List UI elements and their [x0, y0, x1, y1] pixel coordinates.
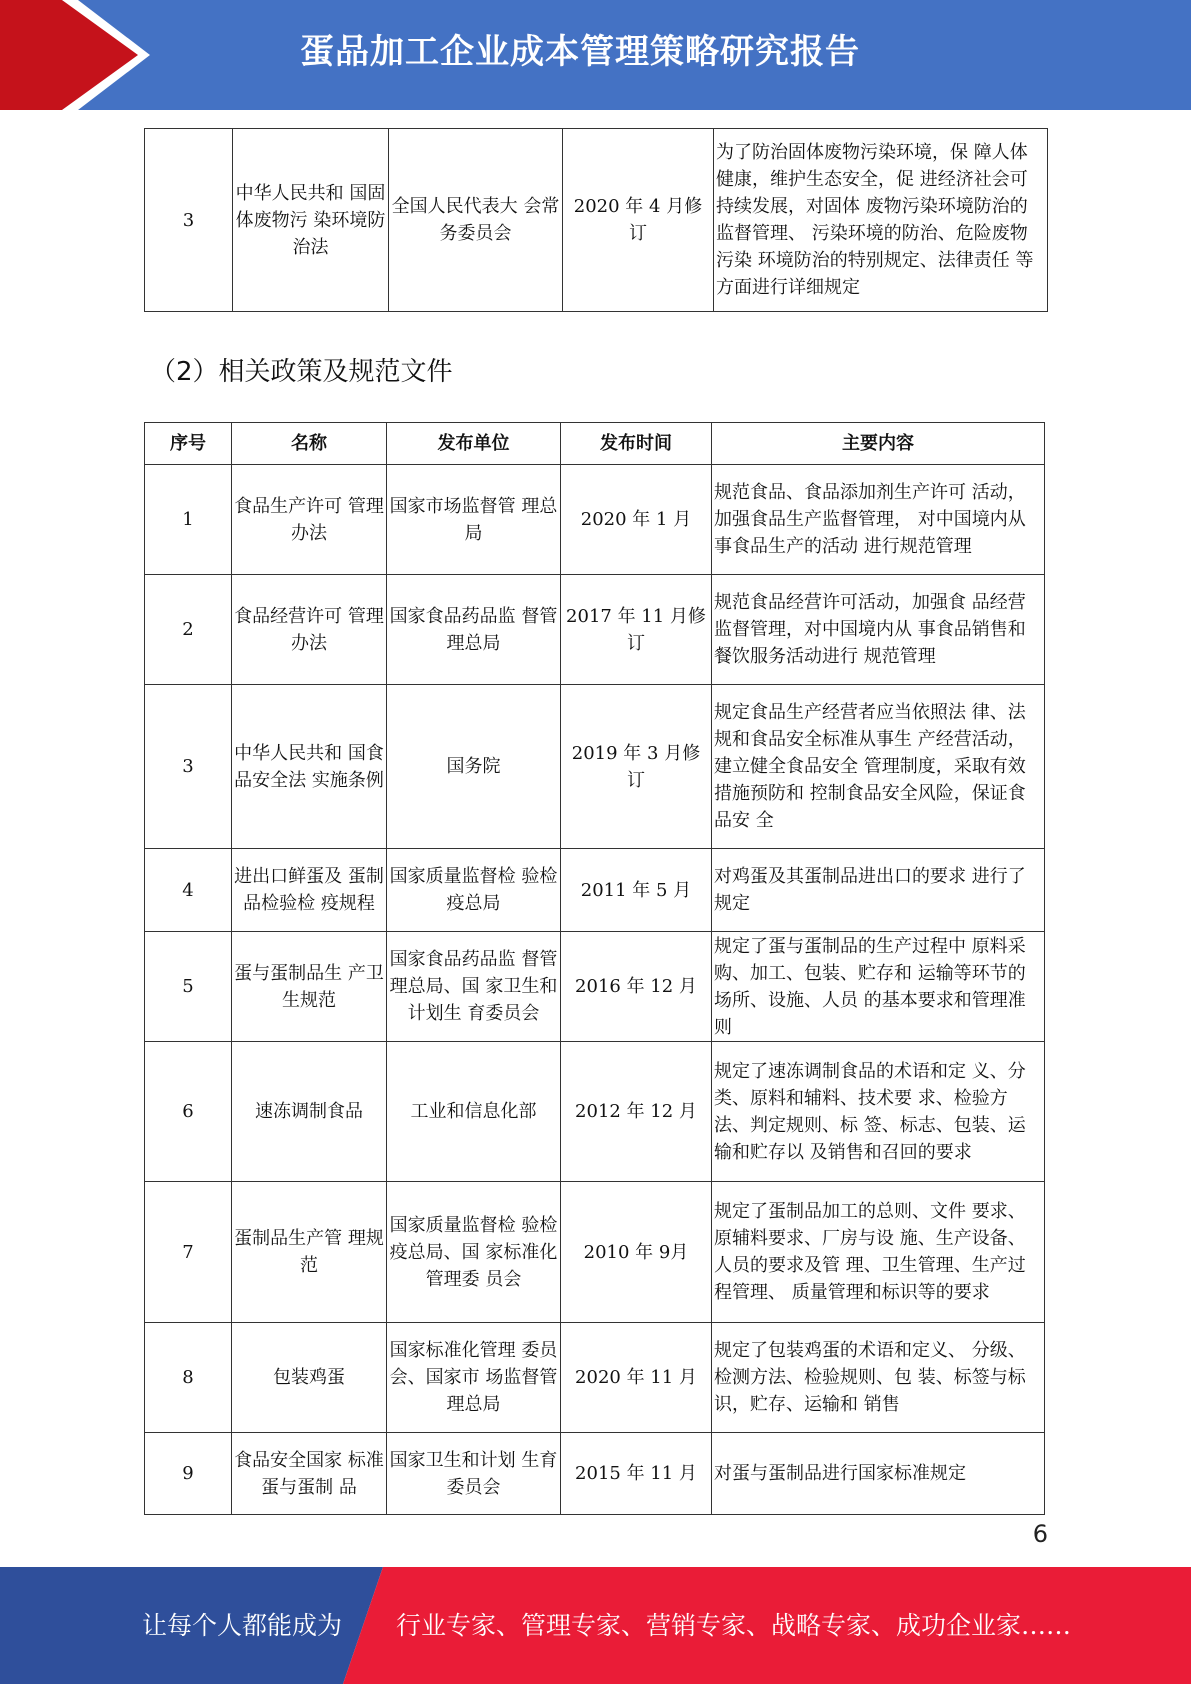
doc-issuer: 国家食品药品监 督管理总局、国 家卫生和计划生 育委员会 — [387, 932, 561, 1042]
doc-name: 中华人民共和 国食品安全法 实施条例 — [232, 685, 387, 849]
doc-name: 蛋制品生产管 理规范 — [232, 1182, 387, 1323]
doc-name: 食品生产许可 管理办法 — [232, 465, 387, 575]
doc-date: 2020 年 11 月 — [561, 1323, 712, 1433]
table-row — [145, 932, 1045, 1042]
doc-date: 2017 年 11 月修订 — [561, 575, 712, 685]
doc-name: 速冻调制食品 — [232, 1042, 387, 1182]
table-row — [145, 129, 1048, 312]
doc-name: 食品安全国家 标准蛋与蛋制 品 — [232, 1433, 387, 1515]
doc-issuer: 工业和信息化部 — [387, 1042, 561, 1182]
doc-content: 规定了速冻调制食品的术语和定 义、分类、原料和辅料、技术要 求、检验方法、判定规则、标 签、标志、包装、运输和贮存以 及销售和召回的要求 — [712, 1042, 1045, 1182]
doc-issuer: 国家食品药品监 督管理总局 — [387, 575, 561, 685]
doc-content: 规范食品经营许可活动，加强食 品经营监督管理，对中国境内从 事食品销售和餐饮服务活动进行 规范管理 — [712, 575, 1045, 685]
header-date: 发布时间 — [561, 423, 712, 465]
table-row — [145, 465, 1045, 575]
row-number: 3 — [145, 129, 233, 312]
policies-table — [144, 422, 1045, 1515]
doc-content: 规定了包装鸡蛋的术语和定义、 分级、检测方法、检验规则、包 装、标签与标识，贮存、运输和 销售 — [712, 1323, 1045, 1433]
doc-issuer: 国家质量监督检 验检疫总局、国 家标准化管理委 员会 — [387, 1182, 561, 1323]
table-row — [145, 849, 1045, 932]
header-no: 序号 — [145, 423, 232, 465]
doc-name: 中华人民共和 国固体废物污 染环境防治法 — [233, 129, 389, 312]
header-arrow-decoration — [0, 0, 160, 110]
table-row — [145, 1323, 1045, 1433]
footer-slogan-right: 行业专家、管理专家、营销专家、战略专家、成功企业家…… — [396, 1611, 1072, 1640]
doc-name: 包装鸡蛋 — [232, 1323, 387, 1433]
page-footer — [0, 1567, 1191, 1684]
row-number: 6 — [145, 1042, 232, 1182]
row-number: 9 — [145, 1433, 232, 1515]
doc-content: 规范食品、食品添加剂生产许可 活动，加强食品生产监督管理， 对中国境内从事食品生产的活动 进行规范管理 — [712, 465, 1045, 575]
laws-table-continued — [144, 128, 1048, 312]
section-heading: （2）相关政策及规范文件 — [150, 357, 453, 387]
doc-name: 蛋与蛋制品生 产卫生规范 — [232, 932, 387, 1042]
doc-date: 2019 年 3 月修 订 — [561, 685, 712, 849]
table-header-row — [145, 423, 1045, 465]
footer-slogan-left: 让每个人都能成为 — [142, 1611, 343, 1640]
row-number: 3 — [145, 685, 232, 849]
doc-issuer: 全国人民代表大 会常务委员会 — [389, 129, 563, 312]
row-number: 2 — [145, 575, 232, 685]
row-number: 8 — [145, 1323, 232, 1433]
doc-issuer: 国家卫生和计划 生育委员会 — [387, 1433, 561, 1515]
report-title: 蛋品加工企业成本管理策略研究报告 — [300, 32, 860, 72]
doc-name: 进出口鲜蛋及 蛋制品检验检 疫规程 — [232, 849, 387, 932]
doc-issuer: 国家标准化管理 委员会、国家市 场监督管理总局 — [387, 1323, 561, 1433]
table-row — [145, 1433, 1045, 1515]
doc-date: 2010 年 9月 — [561, 1182, 712, 1323]
doc-name: 食品经营许可 管理办法 — [232, 575, 387, 685]
doc-date: 2016 年 12 月 — [561, 932, 712, 1042]
table-row — [145, 575, 1045, 685]
doc-content: 规定食品生产经营者应当依照法 律、法规和食品安全标准从事生 产经营活动，建立健全食品安全 管理制度，采取有效措施预防和 控制食品安全风险，保证食品安 全 — [712, 685, 1045, 849]
header-content: 主要内容 — [712, 423, 1045, 465]
table-row — [145, 685, 1045, 849]
table-row — [145, 1182, 1045, 1323]
row-number: 4 — [145, 849, 232, 932]
page-header — [0, 0, 1191, 110]
header-name: 名称 — [232, 423, 387, 465]
doc-date: 2020 年 4 月修 订 — [563, 129, 714, 312]
doc-content: 规定了蛋制品加工的总则、文件 要求、原辅料要求、厂房与设 施、生产设备、人员的要求及管 理、卫生管理、生产过程管理、 质量管理和标识等的要求 — [712, 1182, 1045, 1323]
header-issuer: 发布单位 — [387, 423, 561, 465]
doc-issuer: 国务院 — [387, 685, 561, 849]
doc-content: 对鸡蛋及其蛋制品进出口的要求 进行了规定 — [712, 849, 1045, 932]
doc-issuer: 国家质量监督检 验检疫总局 — [387, 849, 561, 932]
doc-date: 2012 年 12 月 — [561, 1042, 712, 1182]
doc-date: 2011 年 5 月 — [561, 849, 712, 932]
doc-date: 2020 年 1 月 — [561, 465, 712, 575]
page-number: 6 — [1032, 1520, 1048, 1548]
doc-content: 为了防治固体废物污染环境，保 障人体健康，维护生态安全，促 进经济社会可持续发展，对固体 废物污染环境防治的监督管理、 污染环境的防治、危险废物污染 环境防治的特别规定、法律责任 等方面进行详细规定 — [714, 129, 1048, 312]
table-row — [145, 1042, 1045, 1182]
doc-issuer: 国家市场监督管 理总局 — [387, 465, 561, 575]
row-number: 5 — [145, 932, 232, 1042]
row-number: 1 — [145, 465, 232, 575]
doc-content: 对蛋与蛋制品进行国家标准规定 — [712, 1433, 1045, 1515]
doc-date: 2015 年 11 月 — [561, 1433, 712, 1515]
doc-content: 规定了蛋与蛋制品的生产过程中 原料采购、加工、包装、贮存和 运输等环节的场所、设施、人员 的基本要求和管理准则 — [712, 932, 1045, 1042]
row-number: 7 — [145, 1182, 232, 1323]
